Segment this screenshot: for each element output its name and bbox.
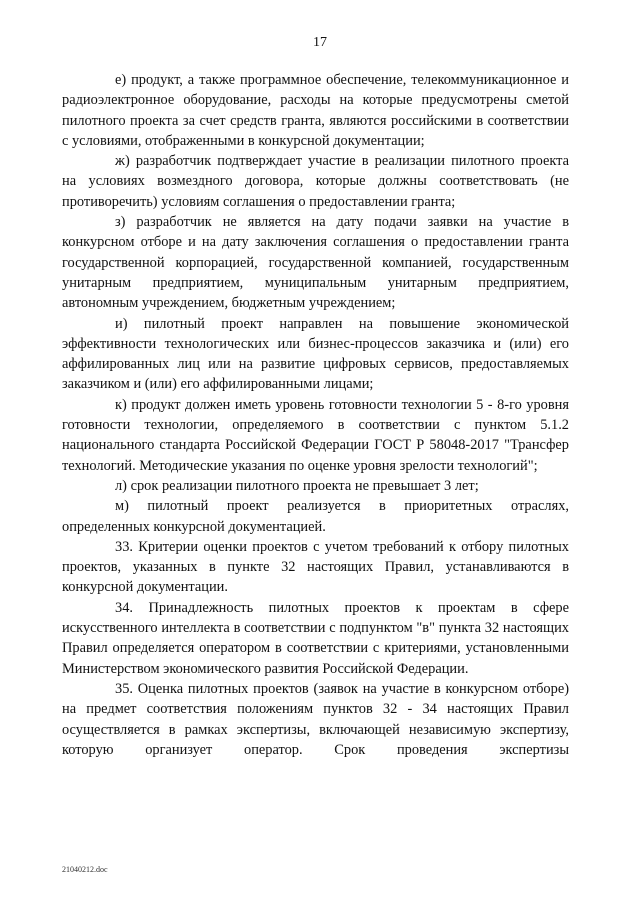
paragraph-l: л) срок реализации пилотного проекта не превышает 3 лет; — [115, 477, 479, 494]
paragraph-zh: ж) разработчик подтверждает участие в реализации пилотного проекта на условиях возмездного договора, которые должны соответствовать (не противоречить) условиям соглашения о предоставлении гранта; — [62, 153, 569, 210]
paragraph-i: и) пилотный проект направлен на повышение экономической эффективности технологических или бизнес-процессов заказчика и (или) его аффилированных лиц или на развитие цифровых сервисов, предоставляемых заказчиком и (или) его аффилированными лицами; — [62, 315, 569, 393]
paragraph-34: 34. Принадлежность пилотных проектов к проектам в сфере искусственного интеллекта в соответствии с подпунктом "в" пункта 32 настоящих Правил определяется оператором в соответствии с критериями, установленными Министерством экономического развития Российской Федерации. — [62, 599, 569, 677]
footer-filename: 21040212.doc — [62, 865, 108, 874]
paragraph-z: з) разработчик не является на дату подачи заявки на участие в конкурсном отборе и на дату заключения соглашения о предоставлении гранта государственной корпорацией, государственной компанией, государственным унитарным предприятием, муниципальным унитарным предприятием, автономным учреждением, бюджетным учреждением; — [62, 214, 569, 312]
paragraph-33: 33. Критерии оценки проектов с учетом требований к отбору пилотных проектов, указанных в пункте 32 настоящих Правил, устанавливаются в конкурсной документации. — [62, 538, 569, 596]
paragraph-e: е) продукт, а также программное обеспечение, телекоммуникационное и радиоэлектронное оборудование, расходы на которые предусмотрены сметой пилотного проекта за счет средств гранта, являются российскими в соответствии с условиями, отображенными в конкурсной документации; — [62, 72, 569, 149]
document-body — [62, 70, 569, 760]
paragraph-35: 35. Оценка пилотных проектов (заявок на участие в конкурсном отборе) на предмет соответствия положениям пунктов 32 - 34 настоящих Правил осуществляется в рамках экспертизы, включающей независимую экспертизу, которую организует оператор. Срок проведения экспертизы — [62, 680, 569, 758]
paragraph-k: к) продукт должен иметь уровень готовности технологии 5 - 8-го уровня готовности технологии, определяемого в соответствии с пунктом 5.1.2 национального стандарта Российской Федерации ГОСТ Р 58048-2017 "Трансфер технологий. Методические указания по оценке уровня зрелости технологий"; — [62, 396, 569, 474]
page-number: 17 — [313, 35, 327, 50]
paragraph-m: м) пилотный проект реализуется в приоритетных отраслях, определенных конкурсной документацией. — [62, 498, 569, 535]
